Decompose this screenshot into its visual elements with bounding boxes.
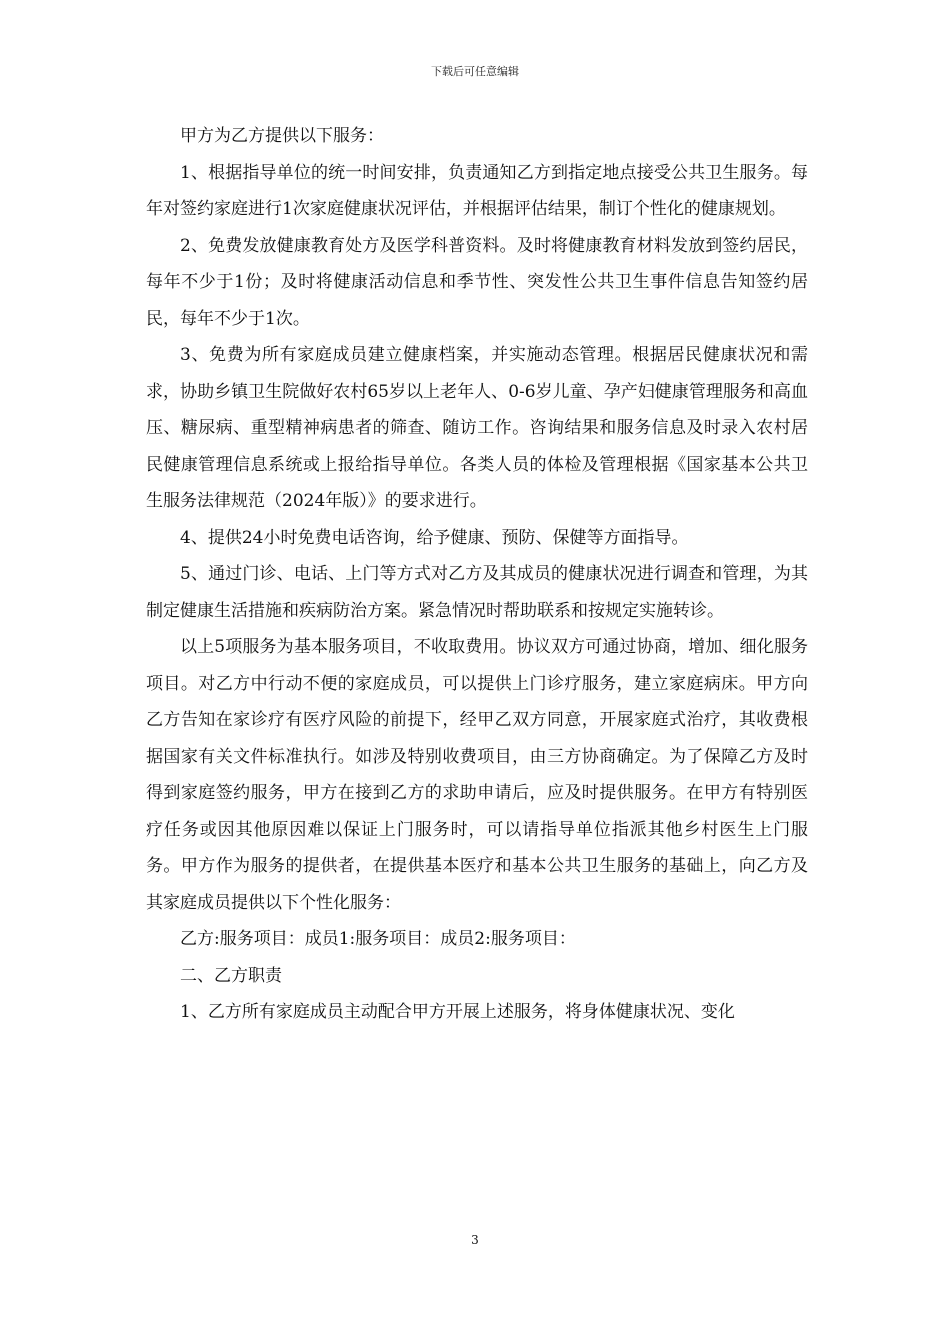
paragraph-summary: 以上5项服务为基本服务项目，不收取费用。协议双方可通过协商，增加、细化服务项目。对乙方中行动不便的家庭成员，可以提供上门诊疗服务，建立家庭病床。甲方向乙方告知在家诊疗有医疗风险的前提下，经甲乙双方同意，开展家庭式治疗，其收费根据国家有关文件标准执行。如涉及特别收费项目，由三方协商确定。为了保障乙方及时得到家庭签约服务，甲方在接到乙方的求助申请后，应及时提供服务。在甲方有特别医疗任务或因其他原因难以保证上门服务时，可以请指导单位指派其他乡村医生上门服务。甲方作为服务的提供者，在提供基本医疗和基本公共卫生服务的基础上，向乙方及其家庭成员提供以下个性化服务： [146, 637, 808, 913]
section-heading-party-b-duties: 二、乙方职责 [180, 965, 282, 986]
paragraph-item-4: 4、提供24小时免费电话咨询，给予健康、预防、保健等方面指导。 [180, 527, 689, 548]
paragraph-item-2: 2、免费发放健康教育处方及医学科普资料。及时将健康教育材料发放到签约居民，每年不少于1份；及时将健康活动信息和季节性、突发性公共卫生事件信息告知签约居民，每年不少于1次。 [146, 235, 808, 329]
paragraph-party-b-items: 乙方:服务项目：成员1:服务项目：成员2:服务项目： [180, 929, 576, 949]
document-body [146, 118, 808, 1031]
paragraph-intro: 甲方为乙方提供以下服务： [180, 126, 384, 146]
paragraph-item-1: 1、根据指导单位的统一时间安排，负责通知乙方到指定地点接受公共卫生服务。每年对签约家庭进行1次家庭健康状况评估，并根据评估结果，制订个性化的健康规划。 [146, 162, 808, 219]
paragraph-duty-1: 1、乙方所有家庭成员主动配合甲方开展上述服务，将身体健康状况、变化 [180, 1002, 735, 1022]
page-header: 下载后可任意编辑 [431, 65, 519, 78]
paragraph-item-5: 5、通过门诊、电话、上门等方式对乙方及其成员的健康状况进行调查和管理，为其制定健康生活措施和疾病防治方案。紧急情况时帮助联系和按规定实施转诊。 [146, 564, 808, 621]
page-number: 3 [471, 1233, 479, 1247]
paragraph-item-3: 3、免费为所有家庭成员建立健康档案，并实施动态管理。根据居民健康状况和需求，协助乡镇卫生院做好农村65岁以上老年人、0-6岁儿童、孕产妇健康管理服务和高血压、糖尿病、重型精神病患者的筛查、随访工作。咨询结果和服务信息及时录入农村居民健康管理信息系统或上报给指导单位。各类人员的体检及管理根据《国家基本公共卫生服务法律规范（2024年版）》的要求进行。 [146, 345, 808, 511]
